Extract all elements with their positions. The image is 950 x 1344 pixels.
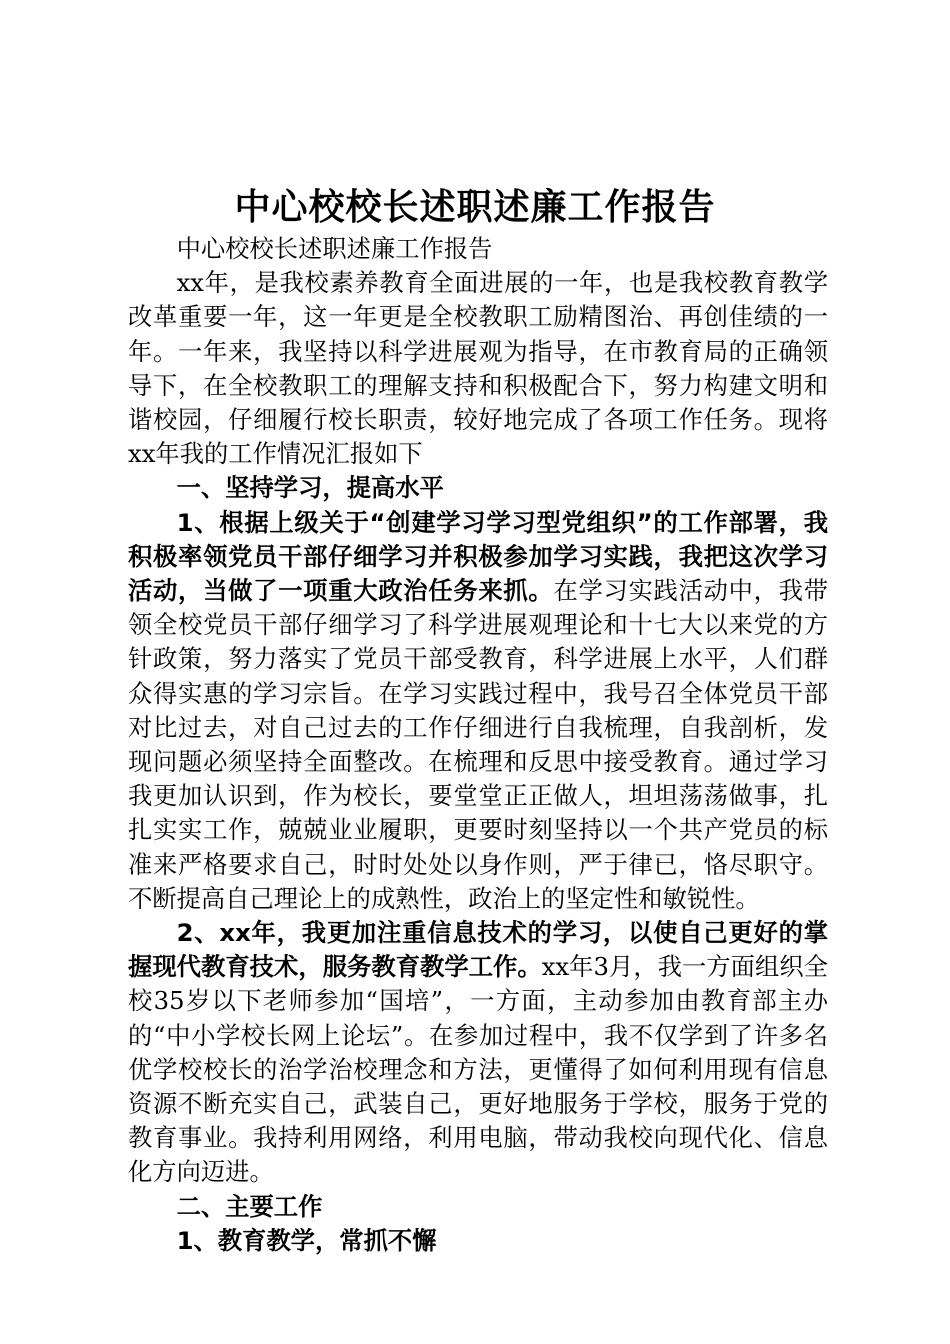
section-2-heading: 二、主要工作 bbox=[176, 1191, 323, 1221]
paragraph-2-text: xx年3月，我一方面组织全校35岁以下老师参加“国培”，一方面，主动参加由教育部主办的“中小学校长网上论坛”。在参加过程中，我不仅学到了许多名优学校校长的治学治校理念和方法，更懂得了如何利用现有信息资源不断充实自己，武装自己，更好地服务于学校，服务于党的教育事业。我持利用网络，利用电脑，带动我校向现代化、信息化方向迈进。 bbox=[128, 952, 828, 1187]
paragraph-1-lead: 1、根据上级关于“创建学习学习型党组织”的工作部署，我积极率领党员干部仔细学习并积极参加学习实践，我把这次学习活动，当做了一项重大政治任务来抓。 bbox=[128, 507, 828, 606]
paragraph-1-text: 在学习实践活动中，我带领全校党员干部仔细学习了科学进展观理论和十七大以来党的方针政策，努力落实了党员干部受教育，科学进展上水平，人们群众得实惠的学习宗旨。在学习实践过程中，我号召全体党员干部对比过去，对自己过去的工作仔细进行自我梳理，自我剖析，发现问题必须坚持全面整改。在梳理和反思中接受教育。通过学习我更加认识到，作为校长，要堂堂正正做人，坦坦荡荡做事，扎扎实实工作，兢兢业业履职，更要时刻坚持以一个共产党员的标准来严格要求自己，时时处处以身作则，严于律已，恪尽职守。不断提高自己理论上的成熟性，政治上的坚定性和敏锐性。 bbox=[128, 576, 829, 913]
paragraph-2 bbox=[128, 916, 828, 1190]
paragraph-1 bbox=[128, 506, 828, 916]
paragraph-2-lead: 2、xx年，我更加注重信息技术的学习，以使自己更好的掌握现代教育技术，服务教育教学工作。 bbox=[128, 918, 828, 982]
document-title: 中心校校长述职述廉工作报告 bbox=[234, 187, 716, 228]
document-subtitle: 中心校校长述职述廉工作报告 bbox=[176, 234, 493, 263]
document-body bbox=[128, 232, 828, 1258]
intro-paragraph: xx年，是我校素养教育全面进展的一年，也是我校教育教学改革重要一年，这一年更是全校教职工励精图治、再创佳绩的一年。一年来，我坚持以科学进展观为指导，在市教育局的正确领导下，在全校教职工的理解支持和积极配合下，努力构建文明和谐校园，仔细履行校长职责，较好地完成了各项工作任务。现将xx年我的工作情况汇报如下 bbox=[128, 268, 828, 469]
section-2-item-1: 1、教育教学，常抓不懈 bbox=[176, 1225, 437, 1255]
section-1-heading: 一、坚持学习，提高水平 bbox=[176, 473, 444, 503]
